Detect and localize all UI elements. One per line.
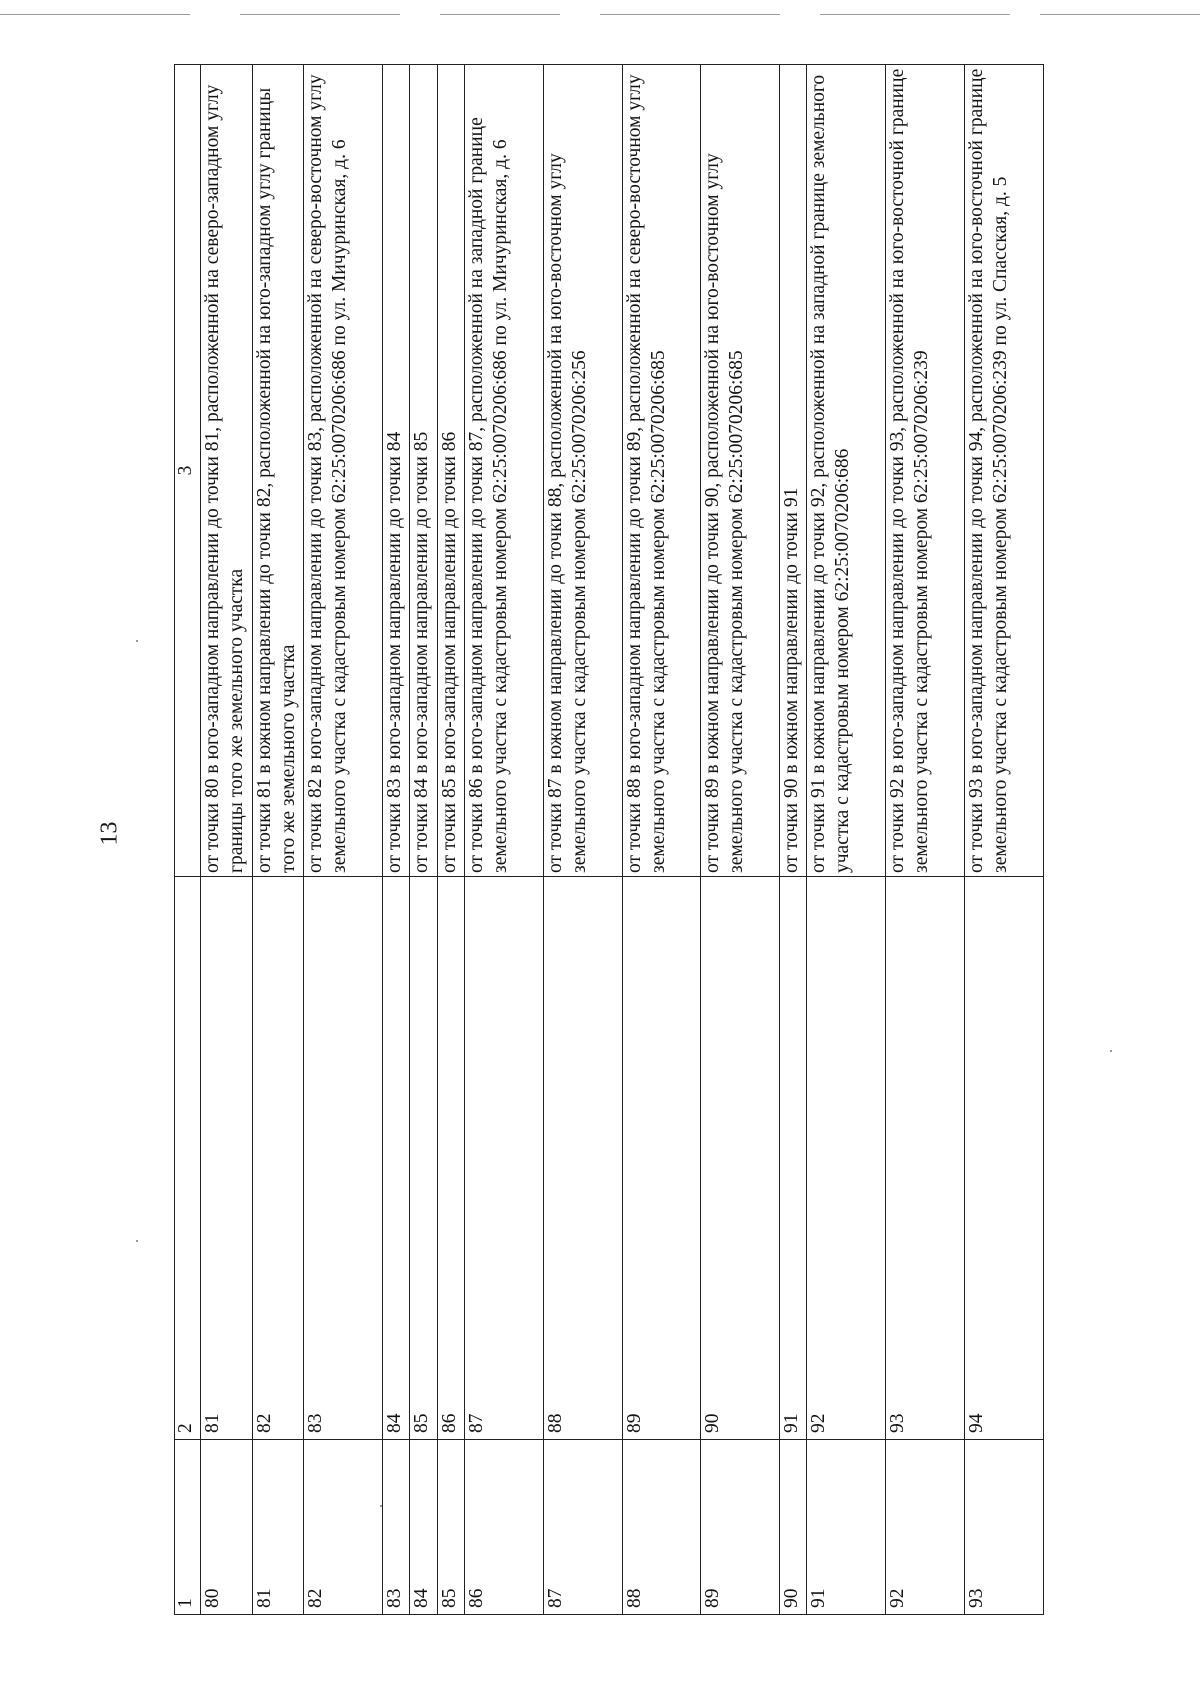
cell-from-point: 91	[807, 1440, 886, 1615]
table-row	[464, 65, 543, 1615]
cell-to-point: 85	[410, 877, 437, 1440]
cell-from-point: 87	[543, 1440, 622, 1615]
header-col-1: 1	[175, 1440, 201, 1615]
cell-to-point: 83	[304, 877, 383, 1440]
table-row	[780, 65, 807, 1615]
cell-description: от точки 82 в юго-западном направлении до точки 83, расположенной на северо-восточном углу земельного участка с кадастровым номером 62:25:0070206:686 по ул. Мичуринская, д. 6	[304, 65, 383, 877]
cell-to-point: 92	[807, 877, 886, 1440]
scan-edge-line	[0, 12, 1200, 18]
table-row	[383, 65, 410, 1615]
cell-description: от точки 91 в южном направлении до точки 92, расположенной на западной границе земельного участка с кадастровым номером 62:25:0070206:686	[807, 65, 886, 877]
cell-from-point: 84	[410, 1440, 437, 1615]
header-col-3: 3	[175, 65, 201, 877]
boundary-table	[174, 64, 1044, 1615]
page-number: 13	[96, 821, 123, 846]
table-row	[965, 65, 1044, 1615]
table-header-row	[175, 65, 201, 1615]
cell-to-point: 94	[965, 877, 1044, 1440]
cell-from-point: 88	[622, 1440, 701, 1615]
cell-description: от точки 81 в южном направлении до точки 82, расположенной на юго-западном углу границы того же земельного участка	[252, 65, 303, 877]
cell-from-point: 82	[304, 1440, 383, 1615]
cell-from-point: 86	[464, 1440, 543, 1615]
cell-from-point: 81	[252, 1440, 303, 1615]
cell-from-point: 83	[383, 1440, 410, 1615]
cell-description: от точки 80 в юго-западном направлении до точки 81, расположенной на северо-западном углу границы того же земельного участка	[201, 65, 252, 877]
cell-description: от точки 92 в юго-западном направлении до точки 93, расположенной на юго-восточной границе земельного участка с кадастровым номером 62:25:0070206:239	[886, 65, 965, 877]
cell-to-point: 86	[437, 877, 464, 1440]
table-row	[622, 65, 701, 1615]
table-row	[410, 65, 437, 1615]
cell-description: от точки 85 в юго-западном направлении до точки 86	[437, 65, 464, 877]
cell-to-point: 88	[543, 877, 622, 1440]
cell-to-point: 93	[886, 877, 965, 1440]
rotated-table-frame	[174, 65, 1044, 1615]
cell-from-point: 92	[886, 1440, 965, 1615]
cell-from-point: 85	[437, 1440, 464, 1615]
cell-to-point: 82	[252, 877, 303, 1440]
table-row	[252, 65, 303, 1615]
cell-description: от точки 93 в юго-западном направлении до точки 94, расположенной на юго-восточной границе земельного участка с кадастровым номером 62:25:0070206:239 по ул. Спасская, д. 5	[965, 65, 1044, 877]
cell-description: от точки 89 в южном направлении до точки 90, расположенной на юго-восточном углу земельного участка с кадастровым номером 62:25:0070206:685	[701, 65, 780, 877]
cell-to-point: 87	[464, 877, 543, 1440]
header-col-2: 2	[175, 877, 201, 1440]
cell-to-point: 91	[780, 877, 807, 1440]
cell-from-point: 89	[701, 1440, 780, 1615]
table-row	[201, 65, 252, 1615]
table-row	[304, 65, 383, 1615]
cell-description: от точки 86 в юго-западном направлении до точки 87, расположенной на западной границе земельного участка с кадастровым номером 62:25:0070206:686 по ул. Мичуринская, д. 6	[464, 65, 543, 877]
cell-description: от точки 90 в южном направлении до точки 91	[780, 65, 807, 877]
cell-from-point: 90	[780, 1440, 807, 1615]
cell-description: от точки 88 в юго-западном направлении до точки 89, расположенной на северо-восточном углу земельного участка с кадастровым номером 62:25:0070206:685	[622, 65, 701, 877]
table-row	[807, 65, 886, 1615]
cell-to-point: 90	[701, 877, 780, 1440]
table-row	[701, 65, 780, 1615]
scan-speck	[1110, 1050, 1112, 1052]
table-row	[886, 65, 965, 1615]
cell-from-point: 93	[965, 1440, 1044, 1615]
cell-description: от точки 84 в юго-западном направлении до точки 85	[410, 65, 437, 877]
cell-from-point: 80	[201, 1440, 252, 1615]
scan-speck	[136, 1240, 138, 1242]
table-row	[437, 65, 464, 1615]
cell-description: от точки 87 в южном направлении до точки 88, расположенной на юго-восточном углу земельного участка с кадастровым номером 62:25:0070206:256	[543, 65, 622, 877]
scan-speck	[136, 640, 138, 642]
cell-to-point: 84	[383, 877, 410, 1440]
table-row	[543, 65, 622, 1615]
cell-description: от точки 83 в юго-западном направлении до точки 84	[383, 65, 410, 877]
cell-to-point: 89	[622, 877, 701, 1440]
cell-to-point: 81	[201, 877, 252, 1440]
